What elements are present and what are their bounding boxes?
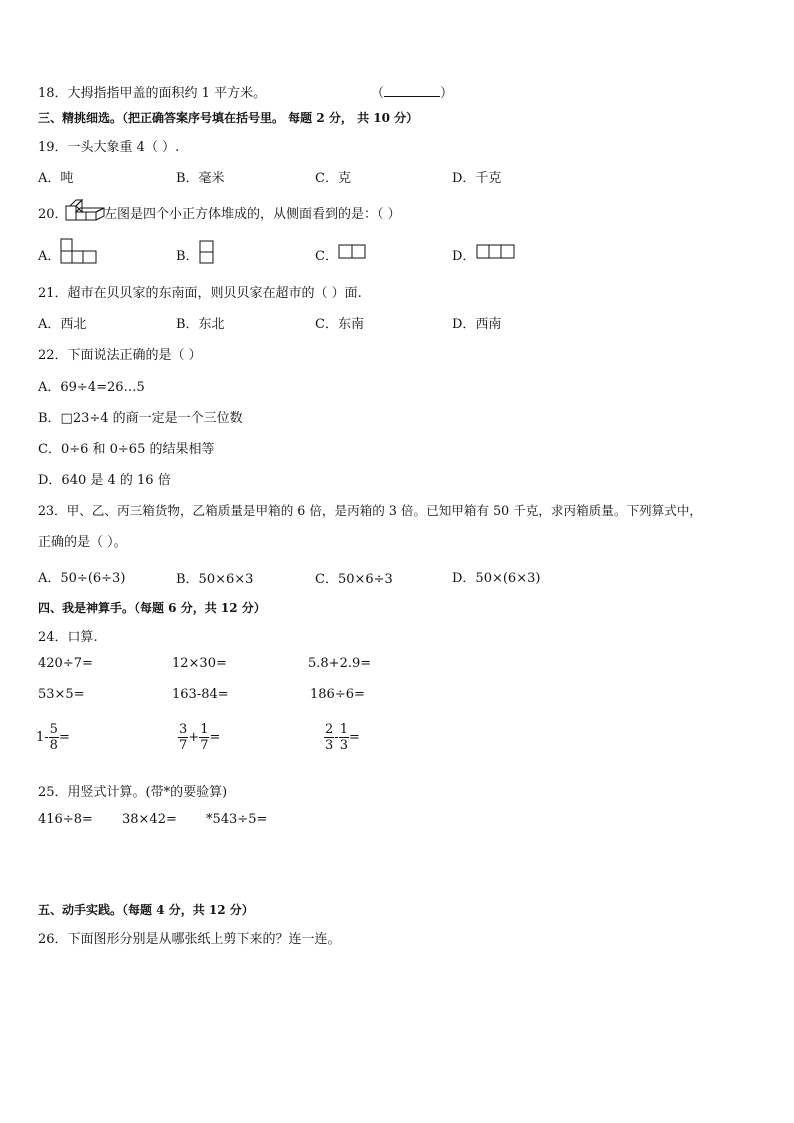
fraction: $\frac{1}{3}$ [339,722,348,753]
q20-option-d-figure[interactable] [476,244,518,260]
q23-option-a[interactable]: A．50÷(6÷3) [38,571,126,586]
q18-answer-blank[interactable]: （ ） [371,86,454,101]
q22-option-a[interactable]: A．69÷4=26…5 [38,380,145,395]
q24-item: 420÷7= [38,656,93,671]
q25-item: 416÷8= [38,812,93,827]
q23-option-b[interactable]: B．50×6×3 [176,572,254,587]
q24-item: 5.8+2.9= [308,656,372,671]
q20-option-b-figure[interactable] [199,240,215,266]
q21-option-a[interactable]: A．西北 [38,317,87,332]
q20-option-a-label[interactable]: A． [38,249,61,264]
q22-option-d[interactable]: D．640 是 4 的 16 倍 [38,473,171,488]
q25-item: 38×42= [122,812,177,827]
q19-stem: 19．一头大象重 4（ ）. [38,140,180,155]
q25-stem: 25．用竖式计算。(带*的要验算) [38,785,228,800]
q23-option-d[interactable]: D．50×(6×3) [452,571,541,586]
section-4-title: 四、我是神算手。（每题 6 分，共 12 分） [38,601,266,615]
q23-option-c[interactable]: C．50×6÷3 [315,572,393,587]
q25-item: *543÷5= [206,812,268,827]
q21-option-d[interactable]: D．西南 [452,317,502,332]
section-3-title: 三、精挑细选。（把正确答案序号填在括号里。 每题 2 分， 共 10 分） [38,111,419,125]
q20-option-b-label[interactable]: B． [176,249,199,264]
q19-option-c[interactable]: C．克 [315,171,351,186]
fraction: $\frac{5}{8}$ [49,722,58,753]
q24-fraction-item-2: $\frac{3}{7}$ + $\frac{1}{7}$ = [179,722,221,753]
q18-text: 18．大拇指指甲盖的面积约 1 平方米。 [38,86,267,101]
q20-number: 20． [38,207,68,222]
q21-option-b[interactable]: B．东北 [176,317,225,332]
q20-stem: 左图是四个小正方体堆成的，从侧面看到的是：（ ） [104,207,401,222]
q19-option-b[interactable]: B．毫米 [176,171,225,186]
q20-option-c-figure[interactable] [338,244,368,260]
cube-stack-figure [64,198,106,224]
q24-fraction-item-3: $\frac{2}{3}$ - $\frac{1}{3}$ = [325,722,360,753]
q24-item: 163-84= [172,687,229,702]
q20-option-a-figure[interactable] [60,238,100,264]
fraction: $\frac{3}{7}$ [179,722,188,753]
q24-item: 186÷6= [310,687,365,702]
section-5-title: 五、动手实践。（每题 4 分，共 12 分） [38,903,254,917]
q24-item: 53×5= [38,687,85,702]
fraction: $\frac{1}{7}$ [200,722,209,753]
blank-line [384,84,440,97]
q24-fraction-item-1: 1- $\frac{5}{8}$ = [36,722,70,753]
q21-stem: 21．超市在贝贝家的东南面，则贝贝家在超市的（ ）面. [38,286,362,301]
q19-option-a[interactable]: A．吨 [38,171,74,186]
q19-option-d[interactable]: D．千克 [452,171,502,186]
q23-stem-line1: 23．甲、乙、丙三箱货物，乙箱质量是甲箱的 6 倍，是丙箱的 3 倍。已知甲箱有 50 千克，求丙箱质量。下列算式中， [38,503,703,518]
q21-option-c[interactable]: C．东南 [315,317,364,332]
q22-option-c[interactable]: C．0÷6 和 0÷65 的结果相等 [38,442,215,457]
q24-stem: 24．口算. [38,630,98,645]
q24-item: 12×30= [172,656,227,671]
q22-stem: 22．下面说法正确的是（ ） [38,348,202,363]
q26-stem: 26．下面图形分别是从哪张纸上剪下来的？连一连。 [38,932,341,947]
fraction: $\frac{2}{3}$ [325,722,334,753]
question-18 [38,82,266,101]
q20-option-d-label[interactable]: D． [452,249,476,264]
q23-stem-line2: 正确的是（ ）。 [38,535,127,550]
q22-option-b[interactable]: B．□23÷4 的商一定是一个三位数 [38,411,243,426]
q20-option-c-label[interactable]: C． [315,249,338,264]
